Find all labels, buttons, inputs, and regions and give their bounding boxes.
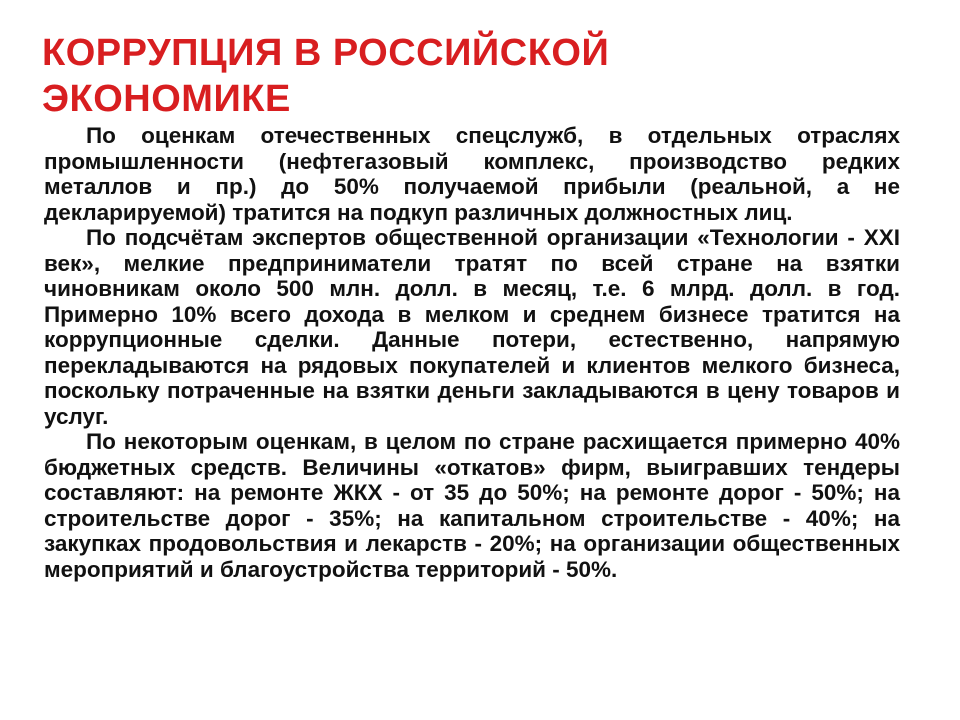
paragraph-security-services: По оценкам отечественных спецслужб, в отдельных отраслях промышленности (нефтегазовый комплекс, производство редких металлов и пр.) до 50% получаемой прибыли (реальной, а не декларируемой) тратится на подкуп различных должностных лиц. xyxy=(44,123,900,225)
slide-body xyxy=(44,123,900,582)
slide-title xyxy=(42,30,742,122)
slide-title-line-2: ЭКОНОМИКЕ xyxy=(42,78,291,120)
paragraph-bribes-small-business: По подсчётам экспертов общественной организации «Технологии - XXI век», мелкие предприниматели тратят по всей стране на взятки чиновникам около 500 млн. долл. в месяц, т.е. 6 млрд. долл. в год. Примерно 10% всего дохода в мелком и среднем бизнесе тратится на коррупционные сделки. Данные потери, естественно, напрямую перекладываются на рядовых покупателей и клиентов мелкого бизнеса, поскольку потраченные на взятки деньги закладываются в цену товаров и услуг. xyxy=(44,225,900,429)
slide-title-line-1: КОРРУПЦИЯ В РОССИЙСКОЙ xyxy=(42,32,610,74)
paragraph-budget-kickbacks: По некоторым оценкам, в целом по стране расхищается примерно 40% бюджетных средств. Величины «откатов» фирм, выигравших тендеры составляют: на ремонте ЖКХ - от 35 до 50%; на ремонте дорог - 50%; на строительстве дорог - 35%; на капитальном строительстве - 40%; на закупках продовольствия и лекарств - 20%; на организации общественных мероприятий и благоустройства территорий - 50%. xyxy=(44,429,900,582)
